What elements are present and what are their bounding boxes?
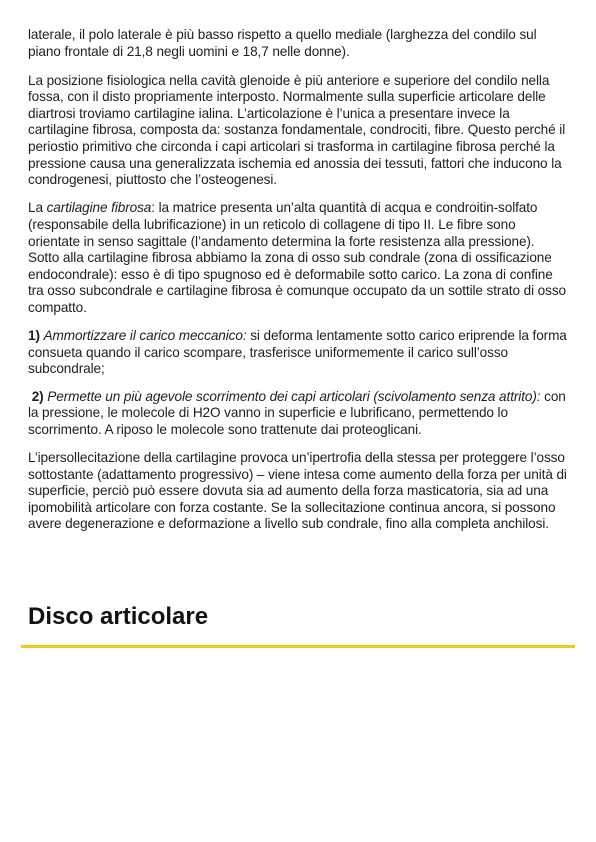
paragraph-function-2	[28, 389, 568, 439]
paragraph-body: : la matrice presenta un’alta quantità di acqua e condroitin-solfato (responsabile della lubrificazione) in un reticolo di collagene di tipo II. Le fibre sono orientate in senso sagittale (l’andamento determina la forte resistenza alla pressione). Sotto alla cartilagine fibrosa abbiamo la zona di osso sub condrale (zona di ossificazione endocondrale): esso è di tipo spugnoso ed è deformabile sotto carico. La zona di confine tra osso subcondrale e cartilagine fibrosa è comunque occupato da un sottile strato di osso compatto.	[28, 200, 566, 315]
list-number: 1)	[28, 328, 40, 343]
paragraph-body: si deforma lentamente sotto carico eriprende la forma consueta quando il carico scompare, trasferisce uniformemente il carico sull’osso subcondrale;	[28, 328, 567, 377]
paragraph-body: con la pressione, le molecole di H2O vanno in superficie e lubrificano, permettendo lo scorrimento. A riposo le molecole sono trattenute dai proteoglicani.	[28, 388, 566, 437]
function-term: Ammortizzare il carico meccanico:	[43, 328, 247, 343]
section-heading: Disco articolare	[28, 603, 209, 630]
function-term: Permette un più agevole scorrimento dei capi articolari (scivolamento senza attrito):	[47, 388, 541, 404]
paragraph-overload: L’ipersollecitazione della cartilagine provoca un’ipertrofia della stessa per proteggere l’osso sottostante (adattamento progressivo) – viene intesa come aumento della forza per unità di superficie, perciò può essere dovuta sia ad aumento della forza masticatoria, sia ad una ipomobilità articolare con forza costante. Se la sollecitazione continua ancora, si possono avere degenerazione e deformazione a livello sub condrale, fino alla completa anchilosi.	[28, 450, 567, 532]
heading-underline	[21, 645, 575, 648]
paragraph-condyle-position: La posizione fisiologica nella cavità glenoide è più anteriore e superiore del condilo nella fossa, con il disto propriamente interposto. Normalmente sulla superficie articolare delle diartrosi troviamo cartilagine ialina. L’articolazione è l’unica a presentare invece la cartilagine fibrosa, composta da: sostanza fondamentale, condrociti, fibre. Questo perché il periostio primitivo che circonda i capi articolari si trasforma in cartilagine fibrosa perché la pressione causa una generalizzata ischemia ed anossia dei tessuti, fattori che inducono la condrogenesi, piuttosto che l’osteogenesi.	[28, 72, 566, 188]
body-text	[28, 27, 568, 545]
term-fibrous-cartilage: cartilagine fibrosa	[46, 200, 152, 216]
paragraph-condyle-width: laterale, il polo laterale è più basso rispetto a quello mediale (larghezza del condilo sul piano frontale di 21,8 negli uomini e 18,7 nelle donne).	[28, 27, 537, 59]
list-number: 2)	[31, 388, 44, 404]
paragraph-prefix: La	[28, 200, 47, 216]
paragraph-fibrous-cartilage	[28, 200, 568, 316]
paragraph-function-1	[28, 328, 568, 378]
